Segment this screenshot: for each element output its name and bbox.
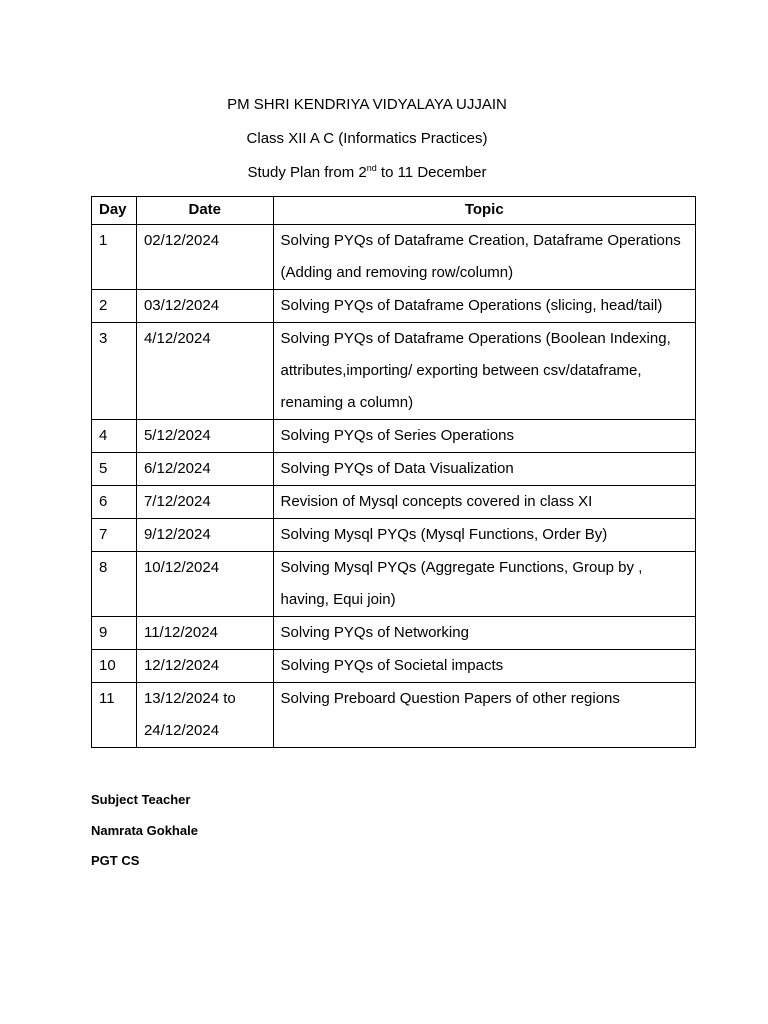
- cell-topic: Solving PYQs of Societal impacts: [273, 650, 695, 683]
- signature-designation: PGT CS: [91, 853, 140, 868]
- cell-date: 5/12/2024: [136, 420, 273, 453]
- cell-date: 4/12/2024: [136, 323, 273, 420]
- cell-topic: Solving PYQs of Networking: [273, 617, 695, 650]
- cell-day: 7: [92, 519, 137, 552]
- cell-date: 02/12/2024: [136, 225, 273, 290]
- study-plan-table: [91, 196, 696, 748]
- table-row: [92, 519, 696, 552]
- cell-day: 6: [92, 486, 137, 519]
- table-row: [92, 617, 696, 650]
- signature-role: Subject Teacher: [91, 792, 191, 807]
- cell-topic: Solving PYQs of Dataframe Operations (Boolean Indexing, attributes,importing/ exporting between csv/dataframe, renaming a column): [273, 323, 695, 420]
- cell-topic: Solving PYQs of Dataframe Creation, Dataframe Operations (Adding and removing row/column): [273, 225, 695, 290]
- header-topic: Topic: [273, 197, 695, 225]
- cell-date: 13/12/2024 to 24/12/2024: [136, 683, 273, 748]
- cell-day: 8: [92, 552, 137, 617]
- table-row: [92, 420, 696, 453]
- table-body: [92, 225, 696, 748]
- table-row: [92, 486, 696, 519]
- cell-topic: Revision of Mysql concepts covered in class XI: [273, 486, 695, 519]
- table-row: [92, 290, 696, 323]
- cell-topic: Solving PYQs of Series Operations: [273, 420, 695, 453]
- plan-title-prefix: Study Plan from 2: [247, 164, 367, 181]
- plan-title-superscript: nd: [366, 163, 377, 173]
- cell-day: 3: [92, 323, 137, 420]
- class-line: Class XII A C (Informatics Practices): [246, 130, 488, 147]
- cell-date: 03/12/2024: [136, 290, 273, 323]
- cell-day: 9: [92, 617, 137, 650]
- cell-day: 4: [92, 420, 137, 453]
- cell-day: 1: [92, 225, 137, 290]
- header-day: Day: [92, 197, 137, 225]
- cell-day: 10: [92, 650, 137, 683]
- cell-date: 6/12/2024: [136, 453, 273, 486]
- cell-date: 9/12/2024: [136, 519, 273, 552]
- table-row: [92, 225, 696, 290]
- cell-topic: Solving Mysql PYQs (Mysql Functions, Order By): [273, 519, 695, 552]
- cell-day: 2: [92, 290, 137, 323]
- table-row: [92, 650, 696, 683]
- cell-date: 11/12/2024: [136, 617, 273, 650]
- cell-date: 12/12/2024: [136, 650, 273, 683]
- cell-topic: Solving Mysql PYQs (Aggregate Functions, Group by , having, Equi join): [273, 552, 695, 617]
- plan-title: [0, 164, 734, 181]
- table-row: [92, 683, 696, 748]
- cell-date: 10/12/2024: [136, 552, 273, 617]
- cell-day: 5: [92, 453, 137, 486]
- table-row: [92, 552, 696, 617]
- plan-title-suffix: to 11 December: [376, 164, 487, 181]
- cell-topic: Solving Preboard Question Papers of other regions: [273, 683, 695, 748]
- table-row: [92, 323, 696, 420]
- table-row: [92, 453, 696, 486]
- table-header-row: [92, 197, 696, 225]
- signature-name: Namrata Gokhale: [91, 823, 198, 838]
- cell-topic: Solving PYQs of Dataframe Operations (slicing, head/tail): [273, 290, 695, 323]
- cell-date: 7/12/2024: [136, 486, 273, 519]
- cell-topic: Solving PYQs of Data Visualization: [273, 453, 695, 486]
- header-date: Date: [136, 197, 273, 225]
- cell-day: 11: [92, 683, 137, 748]
- school-name: PM SHRI KENDRIYA VIDYALAYA UJJAIN: [227, 96, 507, 113]
